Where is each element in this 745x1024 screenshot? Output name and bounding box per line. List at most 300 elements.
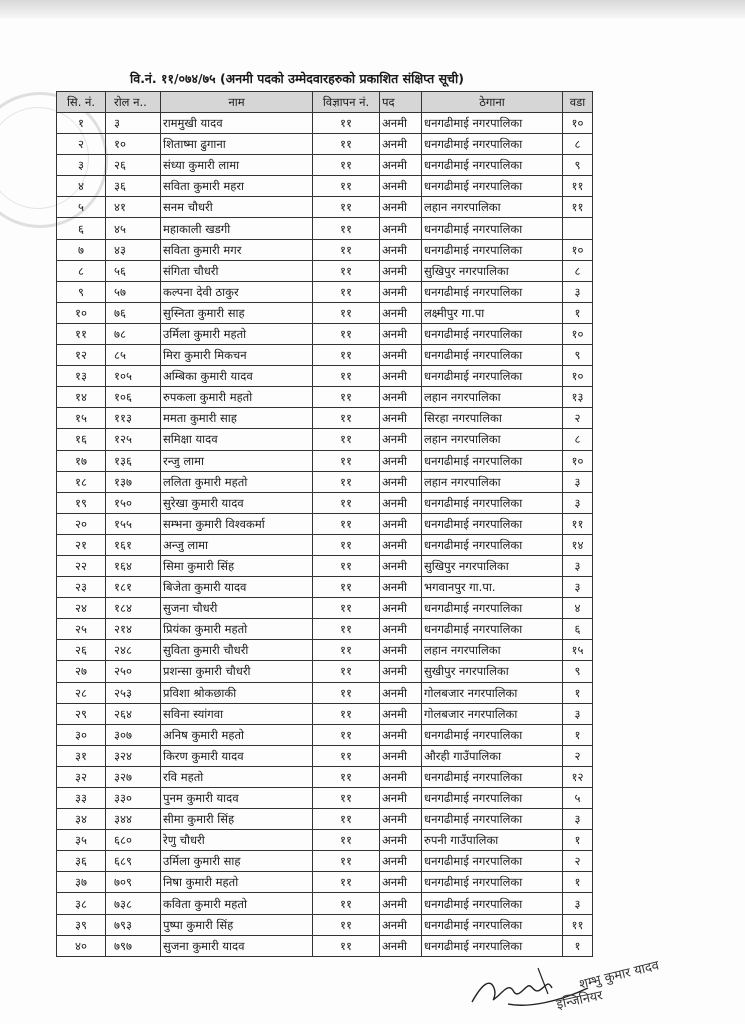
address-cell: धनगढीमाई नगरपालिका <box>422 766 563 787</box>
post-cell: अनमी <box>380 745 422 766</box>
ward-cell: २ <box>563 408 593 429</box>
address-cell: धनगढीमाई नगरपालिका <box>422 914 563 935</box>
ward-cell: ११ <box>563 176 593 197</box>
advertisement-cell: ११ <box>313 218 380 239</box>
roll-cell: ५७ <box>106 281 161 302</box>
name-cell: ललिता कुमारी महतो <box>161 471 313 492</box>
advertisement-cell: ११ <box>313 281 380 302</box>
roll-cell: ३६ <box>106 176 161 197</box>
ward-cell: ४ <box>563 598 593 619</box>
serial-cell: ४० <box>57 935 106 956</box>
post-cell: अनमी <box>380 703 422 724</box>
address-cell: धनगढीमाई नगरपालिका <box>422 134 563 155</box>
ward-cell: १ <box>563 830 593 851</box>
address-cell: धनगढीमाई नगरपालिका <box>422 724 563 745</box>
advertisement-cell: ११ <box>313 366 380 387</box>
post-cell: अनमी <box>380 450 422 471</box>
address-cell: सुखिपुर नगरपालिका <box>422 260 563 281</box>
serial-cell: २३ <box>57 577 106 598</box>
ward-cell: १ <box>563 935 593 956</box>
advertisement-cell: ११ <box>313 703 380 724</box>
name-cell: अनिष कुमारी महतो <box>161 724 313 745</box>
post-cell: अनमी <box>380 724 422 745</box>
address-cell: लहान नगरपालिका <box>422 640 563 661</box>
post-cell: अनमी <box>380 134 422 155</box>
table-row <box>57 745 593 766</box>
advertisement-cell: ११ <box>313 239 380 260</box>
name-cell: सनम चौधरी <box>161 197 313 218</box>
post-cell: अनमी <box>380 176 422 197</box>
table-row <box>57 471 593 492</box>
advertisement-cell: ११ <box>313 176 380 197</box>
table-row <box>57 788 593 809</box>
serial-cell: ८ <box>57 260 106 281</box>
roll-cell: ६८० <box>106 830 161 851</box>
post-cell: अनमी <box>380 387 422 408</box>
advertisement-cell: ११ <box>313 598 380 619</box>
ward-cell: २ <box>563 745 593 766</box>
serial-cell: २ <box>57 134 106 155</box>
roll-cell: २१४ <box>106 619 161 640</box>
advertisement-cell: ११ <box>313 851 380 872</box>
header-ward: वडा <box>563 92 593 113</box>
address-cell: धनगढीमाई नगरपालिका <box>422 872 563 893</box>
advertisement-cell: ११ <box>313 619 380 640</box>
ward-cell: ३ <box>563 703 593 724</box>
name-cell: सुजना चौधरी <box>161 598 313 619</box>
header-name: नाम <box>161 92 313 113</box>
serial-cell: १२ <box>57 345 106 366</box>
table-row <box>57 239 593 260</box>
advertisement-cell: ११ <box>313 830 380 851</box>
serial-cell: ३५ <box>57 830 106 851</box>
ward-cell: ३ <box>563 893 593 914</box>
name-cell: अन्जु लामा <box>161 534 313 555</box>
post-cell: अनमी <box>380 872 422 893</box>
table-row <box>57 197 593 218</box>
post-cell: अनमी <box>380 809 422 830</box>
advertisement-cell: ११ <box>313 682 380 703</box>
address-cell: रुपनी गाउँपालिका <box>422 830 563 851</box>
ward-cell: ३ <box>563 555 593 576</box>
advertisement-cell: ११ <box>313 134 380 155</box>
ward-cell: १० <box>563 113 593 134</box>
name-cell: पुनम कुमारी यादव <box>161 788 313 809</box>
post-cell: अनमी <box>380 197 422 218</box>
header-post: पद <box>380 92 422 113</box>
table-row <box>57 893 593 914</box>
name-cell: संगिता चौधरी <box>161 260 313 281</box>
serial-cell: २४ <box>57 598 106 619</box>
serial-cell: ११ <box>57 323 106 344</box>
table-row <box>57 577 593 598</box>
serial-cell: ३ <box>57 155 106 176</box>
post-cell: अनमी <box>380 302 422 323</box>
roll-cell: २६ <box>106 155 161 176</box>
serial-cell: २२ <box>57 555 106 576</box>
post-cell: अनमी <box>380 682 422 703</box>
roll-cell: ७३८ <box>106 893 161 914</box>
roll-cell: ७०९ <box>106 872 161 893</box>
advertisement-cell: ११ <box>313 724 380 745</box>
advertisement-cell: ११ <box>313 513 380 534</box>
table-row <box>57 450 593 471</box>
serial-cell: ३४ <box>57 809 106 830</box>
table-row <box>57 113 593 134</box>
ward-cell: ११ <box>563 197 593 218</box>
address-cell: धनगढीमाई नगरपालिका <box>422 851 563 872</box>
ward-cell: १२ <box>563 766 593 787</box>
address-cell: धनगढीमाई नगरपालिका <box>422 893 563 914</box>
roll-cell: ३२४ <box>106 745 161 766</box>
advertisement-cell: ११ <box>313 429 380 450</box>
ward-cell: १ <box>563 682 593 703</box>
name-cell: रुपकला कुमारी महतो <box>161 387 313 408</box>
name-cell: उर्मिला कुमारी महतो <box>161 323 313 344</box>
advertisement-cell: ११ <box>313 113 380 134</box>
advertisement-cell: ११ <box>313 872 380 893</box>
address-cell: धनगढीमाई नगरपालिका <box>422 513 563 534</box>
scan-edge <box>0 0 745 18</box>
advertisement-cell: ११ <box>313 155 380 176</box>
name-cell: ममता कुमारी साह <box>161 408 313 429</box>
post-cell: अनमी <box>380 113 422 134</box>
table-row <box>57 830 593 851</box>
advertisement-cell: ११ <box>313 260 380 281</box>
roll-cell: १५५ <box>106 513 161 534</box>
serial-cell: २७ <box>57 661 106 682</box>
advertisement-cell: ११ <box>313 893 380 914</box>
name-cell: मिरा कुमारी मिकचन <box>161 345 313 366</box>
name-cell: सुरेखा कुमारी यादव <box>161 492 313 513</box>
roll-cell: ११३ <box>106 408 161 429</box>
name-cell: उर्मिला कुमारी साह <box>161 851 313 872</box>
table-row <box>57 809 593 830</box>
serial-cell: १९ <box>57 492 106 513</box>
ward-cell: ३ <box>563 577 593 598</box>
ward-cell: ३ <box>563 492 593 513</box>
table-row <box>57 513 593 534</box>
name-cell: सुजना कुमारी यादव <box>161 935 313 956</box>
candidate-table <box>56 91 593 957</box>
roll-cell: १६१ <box>106 534 161 555</box>
post-cell: अनमी <box>380 408 422 429</box>
ward-cell <box>563 218 593 239</box>
ward-cell: ९ <box>563 661 593 682</box>
advertisement-cell: ११ <box>313 408 380 429</box>
table-header-row <box>57 92 593 113</box>
address-cell: धनगढीमाई नगरपालिका <box>422 450 563 471</box>
table-row <box>57 408 593 429</box>
post-cell: अनमी <box>380 914 422 935</box>
serial-cell: १० <box>57 302 106 323</box>
serial-cell: ९ <box>57 281 106 302</box>
name-cell: संध्या कुमारी लामा <box>161 155 313 176</box>
name-cell: राममुखी यादव <box>161 113 313 134</box>
serial-cell: ३३ <box>57 788 106 809</box>
serial-cell: १५ <box>57 408 106 429</box>
ward-cell: ३ <box>563 471 593 492</box>
serial-cell: २९ <box>57 703 106 724</box>
address-cell: धनगढीमाई नगरपालिका <box>422 534 563 555</box>
advertisement-cell: ११ <box>313 345 380 366</box>
address-cell: सिरहा नगरपालिका <box>422 408 563 429</box>
address-cell: सुखीपुर नगरपालिका <box>422 661 563 682</box>
ward-cell: ८ <box>563 134 593 155</box>
address-cell: धनगढीमाई नगरपालिका <box>422 323 563 344</box>
post-cell: अनमी <box>380 323 422 344</box>
advertisement-cell: ११ <box>313 745 380 766</box>
address-cell: गोलबजार नगरपालिका <box>422 682 563 703</box>
table-row <box>57 724 593 745</box>
serial-cell: ३९ <box>57 914 106 935</box>
post-cell: अनमी <box>380 830 422 851</box>
table-row <box>57 766 593 787</box>
signatory-name: शम्भु कुमार यादव <box>577 958 661 993</box>
roll-cell: १८१ <box>106 577 161 598</box>
serial-cell: १३ <box>57 366 106 387</box>
ward-cell: १ <box>563 872 593 893</box>
ward-cell: १० <box>563 450 593 471</box>
name-cell: सिमा कुमारी सिंह <box>161 555 313 576</box>
ward-cell: १ <box>563 302 593 323</box>
advertisement-cell: ११ <box>313 766 380 787</box>
advertisement-cell: ११ <box>313 809 380 830</box>
ward-cell: ५ <box>563 788 593 809</box>
serial-cell: २० <box>57 513 106 534</box>
serial-cell: ३२ <box>57 766 106 787</box>
header-address: ठेगाना <box>422 92 563 113</box>
roll-cell: ४१ <box>106 197 161 218</box>
advertisement-cell: ११ <box>313 387 380 408</box>
table-row <box>57 218 593 239</box>
table-row <box>57 935 593 956</box>
post-cell: अनमी <box>380 935 422 956</box>
serial-cell: ३८ <box>57 893 106 914</box>
name-cell: प्रविशा श्रोकछाकी <box>161 682 313 703</box>
serial-cell: ६ <box>57 218 106 239</box>
table-row <box>57 661 593 682</box>
name-cell: प्रियंका कुमारी महतो <box>161 619 313 640</box>
post-cell: अनमी <box>380 281 422 302</box>
serial-cell: ४ <box>57 176 106 197</box>
name-cell: किरण कुमारी यादव <box>161 745 313 766</box>
advertisement-cell: ११ <box>313 661 380 682</box>
name-cell: शिताष्मा ढुगाना <box>161 134 313 155</box>
advertisement-cell: ११ <box>313 640 380 661</box>
table-row <box>57 555 593 576</box>
roll-cell: ८५ <box>106 345 161 366</box>
address-cell: धनगढीमाई नगरपालिका <box>422 788 563 809</box>
address-cell: धनगढीमाई नगरपालिका <box>422 345 563 366</box>
address-cell: धनगढीमाई नगरपालिका <box>422 155 563 176</box>
ward-cell: ३ <box>563 281 593 302</box>
table-row <box>57 703 593 724</box>
ward-cell: १० <box>563 366 593 387</box>
table-row <box>57 492 593 513</box>
advertisement-cell: ११ <box>313 302 380 323</box>
roll-cell: १२५ <box>106 429 161 450</box>
serial-cell: ३७ <box>57 872 106 893</box>
address-cell: धनगढीमाई नगरपालिका <box>422 281 563 302</box>
post-cell: अनमी <box>380 513 422 534</box>
signatory-designation: इन्जिनियर <box>555 988 605 1013</box>
ward-cell: १० <box>563 239 593 260</box>
name-cell: समिक्षा यादव <box>161 429 313 450</box>
serial-cell: १६ <box>57 429 106 450</box>
post-cell: अनमी <box>380 619 422 640</box>
post-cell: अनमी <box>380 788 422 809</box>
address-cell: सुखिपुर नगरपालिका <box>422 555 563 576</box>
ward-cell: ९ <box>563 155 593 176</box>
post-cell: अनमी <box>380 155 422 176</box>
table-row <box>57 872 593 893</box>
name-cell: कल्पना देवी ठाकुर <box>161 281 313 302</box>
roll-cell: ३०७ <box>106 724 161 745</box>
table-row <box>57 851 593 872</box>
ward-cell: २ <box>563 851 593 872</box>
ward-cell: ८ <box>563 260 593 281</box>
name-cell: सविना स्यांगवा <box>161 703 313 724</box>
serial-cell: ५ <box>57 197 106 218</box>
address-cell: धनगढीमाई नगरपालिका <box>422 935 563 956</box>
ward-cell: १० <box>563 323 593 344</box>
name-cell: महाकाली खडगी <box>161 218 313 239</box>
advertisement-cell: ११ <box>313 450 380 471</box>
ward-cell: ११ <box>563 513 593 534</box>
address-cell: धनगढीमाई नगरपालिका <box>422 366 563 387</box>
post-cell: अनमी <box>380 492 422 513</box>
advertisement-cell: ११ <box>313 788 380 809</box>
post-cell: अनमी <box>380 766 422 787</box>
name-cell: रन्जु लामा <box>161 450 313 471</box>
name-cell: सुस्निता कुमारी साह <box>161 302 313 323</box>
post-cell: अनमी <box>380 851 422 872</box>
header-advertisement: विज्ञापन नं. <box>313 92 380 113</box>
roll-cell: २५० <box>106 661 161 682</box>
serial-cell: ७ <box>57 239 106 260</box>
ward-cell: १ <box>563 724 593 745</box>
address-cell: गोलबजार नगरपालिका <box>422 703 563 724</box>
roll-cell: ५६ <box>106 260 161 281</box>
roll-cell: ६८९ <box>106 851 161 872</box>
roll-cell: २४८ <box>106 640 161 661</box>
roll-cell: १०६ <box>106 387 161 408</box>
ward-cell: ११ <box>563 914 593 935</box>
roll-cell: ७९३ <box>106 914 161 935</box>
table-row <box>57 281 593 302</box>
post-cell: अनमी <box>380 598 422 619</box>
name-cell: बिजेता कुमारी यादव <box>161 577 313 598</box>
table-row <box>57 534 593 555</box>
address-cell: भगवानपुर गा.पा. <box>422 577 563 598</box>
post-cell: अनमी <box>380 640 422 661</box>
name-cell: सम्भना कुमारी विश्वकर्मा <box>161 513 313 534</box>
post-cell: अनमी <box>380 577 422 598</box>
post-cell: अनमी <box>380 345 422 366</box>
table-row <box>57 914 593 935</box>
roll-cell: २६४ <box>106 703 161 724</box>
document-title: वि.नं. ११/०७४/७५ (अनमी पदको उम्मेदवारहरुको प्रकाशित संक्षिप्त सूची) <box>130 71 464 86</box>
table-row <box>57 176 593 197</box>
ward-cell: ८ <box>563 429 593 450</box>
advertisement-cell: ११ <box>313 914 380 935</box>
name-cell: रेणु चौधरी <box>161 830 313 851</box>
serial-cell: १८ <box>57 471 106 492</box>
serial-cell: २१ <box>57 534 106 555</box>
advertisement-cell: ११ <box>313 471 380 492</box>
address-cell: धनगढीमाई नगरपालिका <box>422 218 563 239</box>
roll-cell: ४५ <box>106 218 161 239</box>
serial-cell: ३० <box>57 724 106 745</box>
table-row <box>57 260 593 281</box>
serial-cell: १४ <box>57 387 106 408</box>
post-cell: अनमी <box>380 218 422 239</box>
ward-cell: १३ <box>563 387 593 408</box>
name-cell: कविता कुमारी महतो <box>161 893 313 914</box>
serial-cell: १ <box>57 113 106 134</box>
ward-cell: १४ <box>563 534 593 555</box>
roll-cell: १८४ <box>106 598 161 619</box>
table-row <box>57 345 593 366</box>
name-cell: सुविता कुमारी चौधरी <box>161 640 313 661</box>
table-row <box>57 302 593 323</box>
table-row <box>57 155 593 176</box>
table-row <box>57 366 593 387</box>
post-cell: अनमी <box>380 429 422 450</box>
table-row <box>57 640 593 661</box>
roll-cell: १६४ <box>106 555 161 576</box>
table-row <box>57 134 593 155</box>
name-cell: सविता कुमारी मगर <box>161 239 313 260</box>
roll-cell: ७६ <box>106 302 161 323</box>
roll-cell: २५३ <box>106 682 161 703</box>
table-row <box>57 598 593 619</box>
roll-cell: ३२७ <box>106 766 161 787</box>
address-cell: धनगढीमाई नगरपालिका <box>422 113 563 134</box>
roll-cell: ३३० <box>106 788 161 809</box>
roll-cell: १३६ <box>106 450 161 471</box>
address-cell: धनगढीमाई नगरपालिका <box>422 176 563 197</box>
name-cell: प्रशन्सा कुमारी चौधरी <box>161 661 313 682</box>
serial-cell: २८ <box>57 682 106 703</box>
serial-cell: २५ <box>57 619 106 640</box>
table-row <box>57 387 593 408</box>
address-cell: धनगढीमाई नगरपालिका <box>422 598 563 619</box>
name-cell: रवि महतो <box>161 766 313 787</box>
roll-cell: ३४४ <box>106 809 161 830</box>
address-cell: लहान नगरपालिका <box>422 197 563 218</box>
advertisement-cell: ११ <box>313 534 380 555</box>
roll-cell: ७९७ <box>106 935 161 956</box>
advertisement-cell: ११ <box>313 577 380 598</box>
roll-cell: १० <box>106 134 161 155</box>
ward-cell: १५ <box>563 640 593 661</box>
serial-cell: २६ <box>57 640 106 661</box>
address-cell: धनगढीमाई नगरपालिका <box>422 239 563 260</box>
name-cell: सविता कुमारी महरा <box>161 176 313 197</box>
address-cell: औरही गाउँपालिका <box>422 745 563 766</box>
post-cell: अनमी <box>380 471 422 492</box>
name-cell: सीमा कुमारी सिंह <box>161 809 313 830</box>
roll-cell: ४३ <box>106 239 161 260</box>
ward-cell: ६ <box>563 619 593 640</box>
advertisement-cell: ११ <box>313 935 380 956</box>
post-cell: अनमी <box>380 555 422 576</box>
serial-cell: ३६ <box>57 851 106 872</box>
address-cell: धनगढीमाई नगरपालिका <box>422 492 563 513</box>
table-row <box>57 323 593 344</box>
